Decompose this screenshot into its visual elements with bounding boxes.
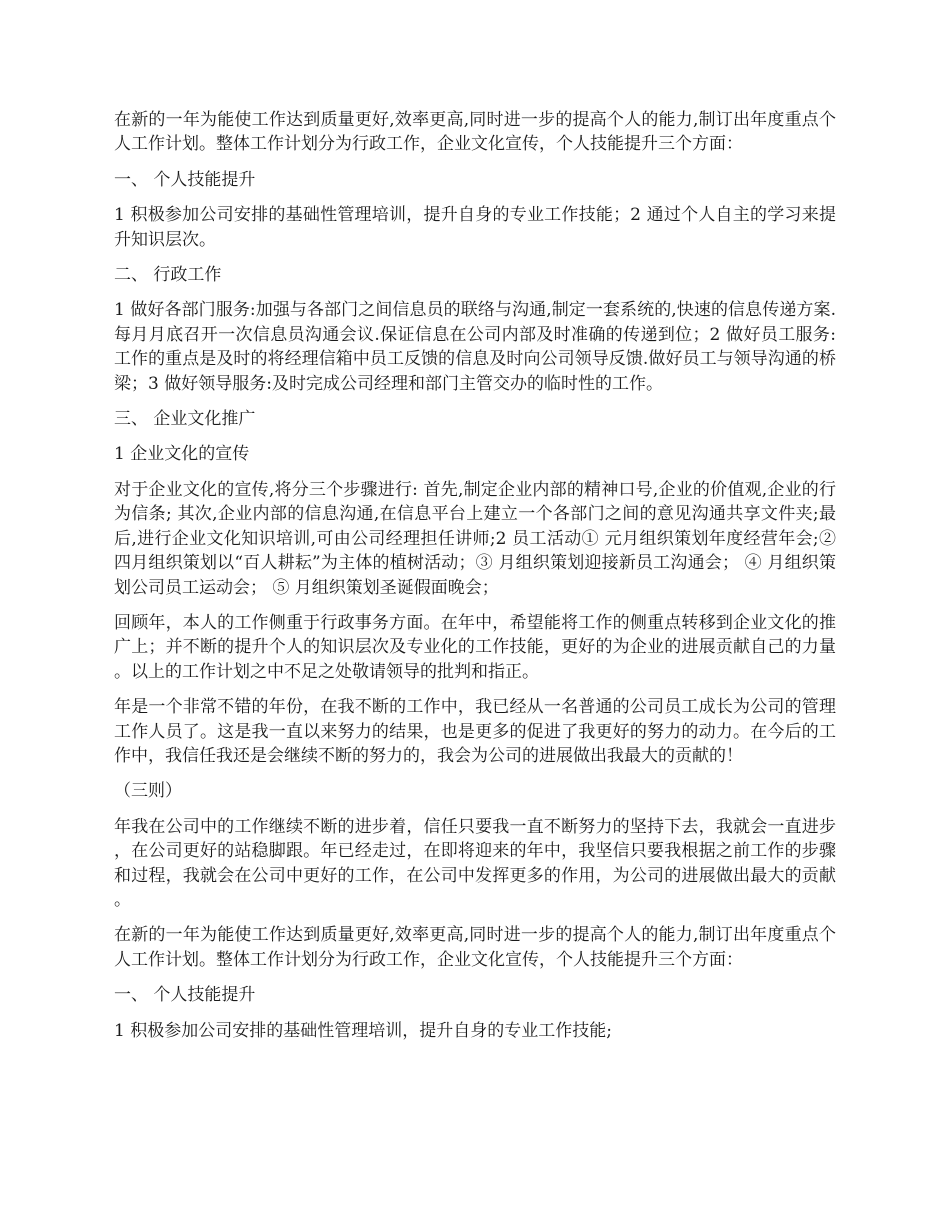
culture-paragraph: 对于企业文化的宣传,将分三个步骤进行: 首先,制定企业内部的精神口号,企业的价值观,企业的行为信条; 其次,企业内部的信息沟通,在信息平台上建立一个各部门之间的意见沟通共享文件夹;最后,进行企业文化知识培训,可由公司经理担任讲师;2 员工活动① 元月组织策划年度经营年会;② 四月组织策划以“百人耕耘”为主体的植树活动；③ 月组织策划迎接新员工沟通会； ④ 月组织策划公司员工运动会； ⑤ 月组织策划圣诞假面晚会； bbox=[114, 479, 836, 598]
skills-paragraph-repeat: 1 积极参加公司安排的基础性管理培训，提升自身的专业工作技能; bbox=[114, 1020, 612, 1041]
section-heading-skills: 一、 个人技能提升 bbox=[114, 169, 256, 190]
section-heading-skills-repeat: 一、 个人技能提升 bbox=[114, 985, 256, 1006]
intro-paragraph: 在新的一年为能使工作达到质量更好,效率更高,同时进一步的提高个人的能力,制订出年度重点个人工作计划。整体工作计划分为行政工作，企业文化宣传，个人技能提升三个方面： bbox=[114, 110, 836, 155]
section-heading-admin: 二、 行政工作 bbox=[114, 265, 222, 286]
section-heading-culture: 三、 企业文化推广 bbox=[114, 409, 256, 430]
culture-subheading: 1 企业文化的宣传 bbox=[114, 444, 250, 465]
document-page bbox=[114, 108, 836, 1054]
progress-paragraph: 年我在公司中的工作继续不断的进步着，信任只要我一直不断努力的坚持下去，我就会一直进步，在公司更好的站稳脚跟。年已经走过，在即将迎来的年中，我坚信只要我根据之前工作的步骤和过程，我就会在公司中更好的工作，在公司中发挥更多的作用，为公司的进展做出最大的贡献。 bbox=[114, 816, 836, 910]
growth-paragraph: 年是一个非常不错的年份，在我不断的工作中，我已经从一名普通的公司员工成长为公司的管理工作人员了。这是我一直以来努力的结果，也是更多的促进了我更好的努力的动力。在今后的工作中，我信任我还是会继续不断的努力的，我会为公司的进展做出我最大的贡献的！ bbox=[114, 697, 836, 766]
review-paragraph: 回顾年，本人的工作侧重于行政事务方面。在年中，希望能将工作的侧重点转移到企业文化的推广上；并不断的提升个人的知识层次及专业化的工作技能，更好的为企业的进展贡献自己的力量。以上的工作计划之中不足之处敬请领导的批判和指正。 bbox=[114, 612, 836, 682]
part-label: （三则） bbox=[114, 781, 182, 802]
admin-paragraph: 1 做好各部门服务:加强与各部门之间信息员的联络与沟通,制定一套系统的,快速的信息传递方案.每月月底召开一次信息员沟通会议.保证信息在公司内部及时准确的传递到位；2 做好员工服务:工作的重点是及时的将经理信箱中员工反馈的信息及时向公司领导反馈.做好员工与领导沟通的桥梁；3 做好领导服务:及时完成公司经理和部门主管交办的临时性的工作。 bbox=[114, 300, 836, 394]
intro-paragraph-repeat: 在新的一年为能使工作达到质量更好,效率更高,同时进一步的提高个人的能力,制订出年度重点个人工作计划。整体工作计划分为行政工作，企业文化宣传，个人技能提升三个方面： bbox=[114, 925, 836, 970]
skills-paragraph: 1 积极参加公司安排的基础性管理培训，提升自身的专业工作技能；2 通过个人自主的学习来提升知识层次。 bbox=[114, 205, 836, 250]
